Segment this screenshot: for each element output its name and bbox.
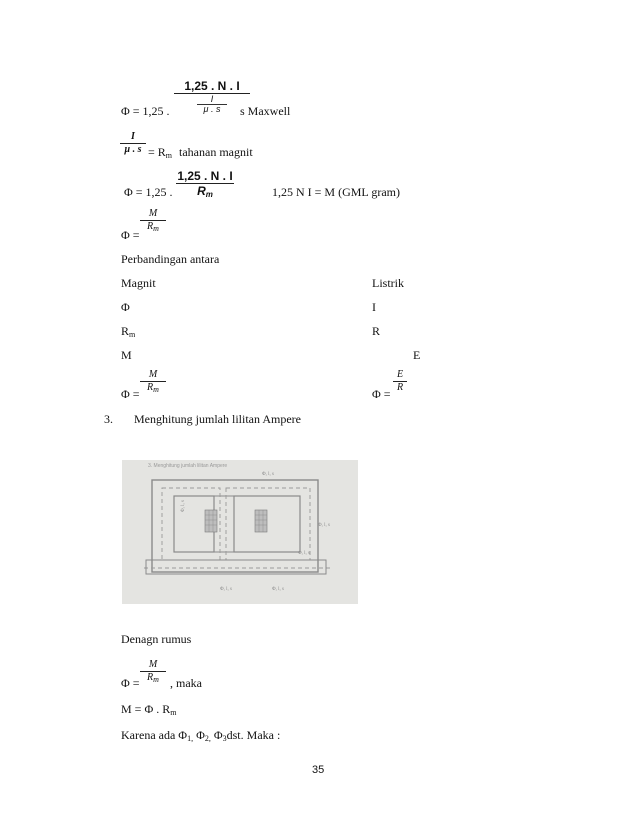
eq1-denominator <box>197 95 227 114</box>
eq3-lhs: Φ = 1,25 . <box>124 185 173 199</box>
eq2-denominator: μ . s <box>124 144 142 155</box>
eq3-denominator: $R_m$ <box>197 184 213 199</box>
magnetic-circuit-figure <box>122 460 358 604</box>
figure-label-4: Φ, l, s <box>220 587 232 592</box>
formula-line3 <box>121 728 280 743</box>
eq3-note: 1,25 N I = M (GML gram) <box>272 185 400 199</box>
formula-line2 <box>121 702 176 717</box>
formula-eq-suffix: , maka <box>170 676 202 690</box>
eq4-numerator: M <box>148 208 158 219</box>
eq2-rhs-text: = R <box>148 145 166 159</box>
eq1-inner-denominator: μ . s <box>203 104 221 114</box>
comparison-row3-right: E <box>413 348 421 362</box>
coil-right <box>255 510 267 532</box>
comparison-heading: Perbandingan antara <box>121 252 220 266</box>
comparison-row3-left: M <box>121 348 132 362</box>
eq3-fraction <box>176 170 234 199</box>
comparison-row2-left <box>121 324 135 339</box>
comparison-right-formula-lhs: Φ = <box>372 387 391 401</box>
eq1-note: s Maxwell <box>240 104 291 118</box>
eq2-rhs-sub: m <box>165 151 173 160</box>
comparison-col-right: Listrik <box>372 276 404 290</box>
eq1-numerator: 1,25 . N . I <box>184 79 240 93</box>
page-number: 35 <box>312 764 325 776</box>
formula-line3-text: Karena ada Φ <box>121 728 188 742</box>
eq1-fraction <box>174 80 250 114</box>
comparison-left-numerator: M <box>148 369 158 380</box>
comparison-left-bar <box>140 381 166 382</box>
eq2-rhs-label: tahanan magnit <box>179 145 253 159</box>
comparison-right-denominator: R <box>396 382 404 393</box>
formula-line3-sub2: 2, <box>204 734 211 743</box>
comparison-row1-right: I <box>372 300 376 314</box>
figure-label-6: Φ, l, s <box>181 500 186 512</box>
formula-intro: Denagn rumus <box>121 632 192 646</box>
figure-label-5: Φ, l, s <box>272 587 284 592</box>
section3-title: Menghitung jumlah lilitan Ampere <box>134 412 301 426</box>
formula-line3-post: dst. Maka : <box>226 728 281 742</box>
eq4-fraction-bar <box>140 220 166 221</box>
formula-eq-numerator: M <box>148 659 158 670</box>
formula-line3-sub1: 1, <box>187 734 194 743</box>
formula-eq-lhs: Φ = <box>121 676 140 690</box>
comparison-right-formula <box>393 370 407 393</box>
formula-line2-text: M = Φ . R <box>121 702 171 716</box>
figure-label-2: Φ, l, s <box>318 523 330 528</box>
figure-label-1: Φ, l, s <box>262 472 274 477</box>
eq2-fraction <box>120 132 146 155</box>
comparison-left-formula-lhs: Φ = <box>121 387 140 401</box>
magnetic-circuit-diagram <box>122 460 358 604</box>
formula-eq-denominator: $R_m$ <box>147 672 159 684</box>
eq1-lhs: Φ = 1,25 . <box>121 104 170 118</box>
eq4-denominator: $R_m$ <box>147 221 159 233</box>
comparison-left-denominator: $R_m$ <box>147 382 159 394</box>
figure-caption-top: 3. Menghitung jumlah lilitan Ampere <box>148 463 228 469</box>
eq4-lhs: Φ = <box>121 228 140 242</box>
eq2-rhs <box>148 145 253 160</box>
comparison-right-numerator: E <box>396 369 404 380</box>
formula-line2-sub: m <box>170 708 177 717</box>
eq2-numerator: I <box>131 131 135 142</box>
eq3-numerator: 1,25 . N . I <box>177 169 233 183</box>
section3-number: 3. <box>104 412 113 426</box>
formula-line3-mid2: Φ <box>210 728 223 742</box>
eq1-inner-numerator: I <box>210 94 214 104</box>
figure-label-3: Φ, l, s <box>298 551 310 556</box>
formula-eq-fraction <box>140 660 166 684</box>
comparison-left-formula <box>140 370 166 394</box>
comparison-col-left: Magnit <box>121 276 156 290</box>
comparison-row2-right: R <box>372 324 381 338</box>
formula-line3-sub3: 3 <box>222 734 227 743</box>
coil-left <box>205 510 217 532</box>
comparison-row1-left: Φ <box>121 300 130 314</box>
eq4-fraction <box>140 209 166 233</box>
formula-line3-mid1: Φ <box>193 728 205 742</box>
formula-eq-bar <box>140 671 166 672</box>
comparison-row2-left-text: R <box>121 324 130 338</box>
comparison-row2-left-sub: m <box>129 330 136 339</box>
